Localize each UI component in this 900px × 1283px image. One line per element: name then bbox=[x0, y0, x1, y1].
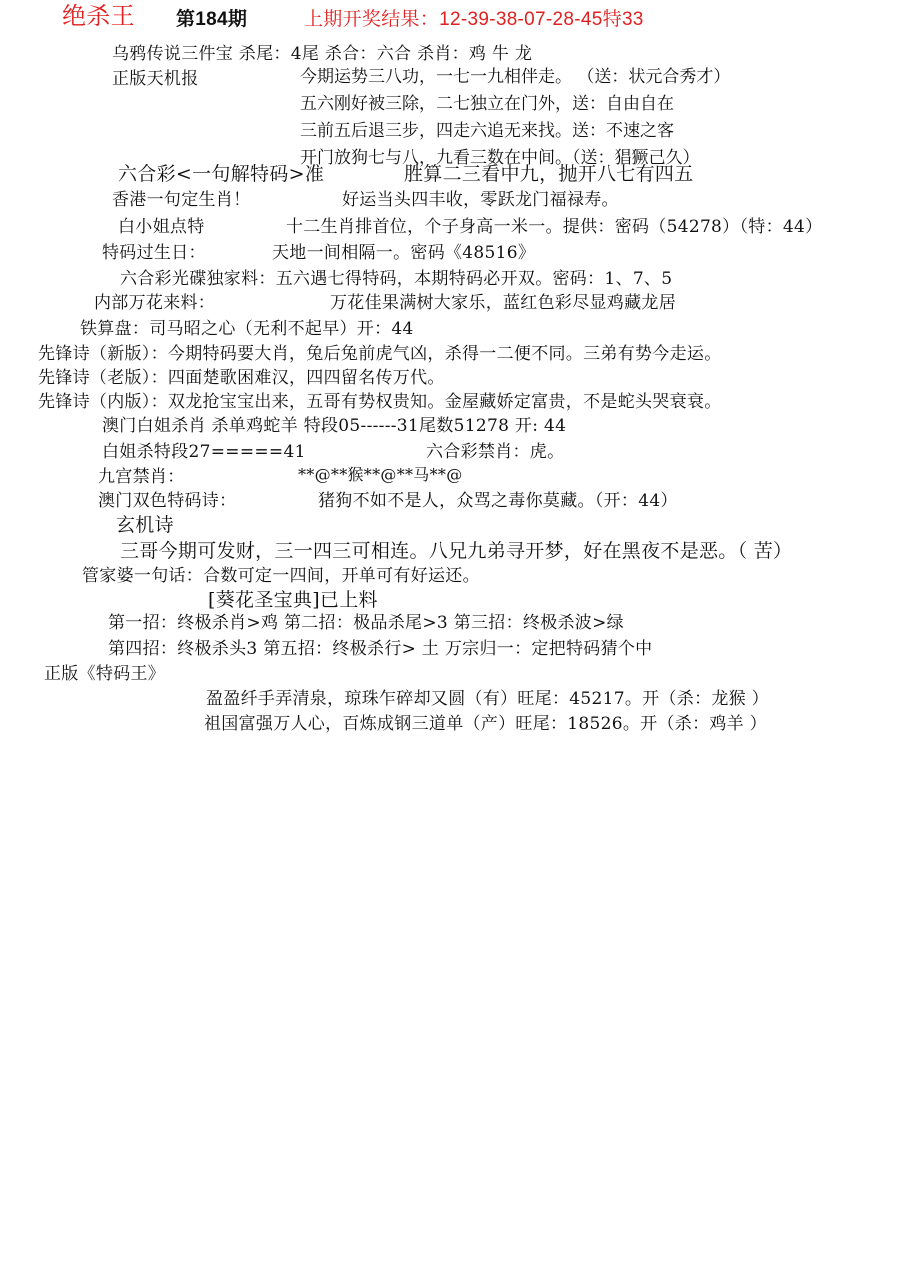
macau-poem-label: 澳门双色特码诗： bbox=[98, 491, 237, 511]
last-result: 上期开奖结果：12-39-38-07-28-45特33 bbox=[304, 9, 644, 30]
disc-line: 六合彩光碟独家料：五六遇七得特码，本期特码必开双。密码：1、7、5 bbox=[120, 269, 673, 289]
guo-text: 天地一间相隔一。密码《48516》 bbox=[272, 243, 536, 263]
hk-text: 好运当头四丰收，零跃龙门福禄寿。 bbox=[342, 190, 619, 210]
lhc-ban: 六合彩禁肖：虎。 bbox=[426, 442, 565, 462]
white-text: 十二生肖排首位，个子身高一米一。提供：密码（54278）（特：44） bbox=[286, 217, 823, 237]
yiju-text: 胜算二三看中九，抛开八七有四五 bbox=[404, 163, 694, 185]
tianji-poem-line: 今期运势三八功，一七一九相伴走。 （送：状元合秀才） bbox=[300, 67, 731, 87]
zhao-line-2: 第四招：终极杀头3 第五招：终极杀行> 土 万宗归一：定把特码猜个中 bbox=[108, 639, 653, 659]
wuya-line: 乌鸦传说三件宝 杀尾：4尾 杀合：六合 杀肖：鸡 牛 龙 bbox=[112, 44, 533, 64]
jiugong-label: 九宫禁肖： bbox=[98, 467, 185, 487]
tianji-label: 正版天机报 bbox=[112, 69, 199, 89]
yiju-label: 六合彩<一句解特码>准 bbox=[118, 163, 325, 185]
brand-title: 绝杀王 bbox=[62, 2, 135, 30]
xianfeng-new: 先锋诗（新版）：今期特码要大肖，兔后兔前虎气凶，杀得一二便不同。三弟有势今走运。 bbox=[38, 344, 722, 364]
tianji-poem-line: 开门放狗七与八，九看三数在中间。（送：猖獗己久） bbox=[300, 148, 700, 168]
tema-label: 正版《特码王》 bbox=[44, 664, 166, 684]
guanjia-line: 管家婆一句话：合数可定一四间，开单可有好运还。 bbox=[82, 566, 480, 586]
wanhua-label: 内部万花来料： bbox=[94, 293, 216, 313]
zhao-line-1: 第一招：终极杀肖>鸡 第二招：极品杀尾>3 第三招：终极杀波>绿 bbox=[108, 613, 624, 633]
tiesuan-line: 铁算盘：司马昭之心（无利不起早）开：44 bbox=[80, 319, 414, 339]
tianji-poem bbox=[300, 64, 730, 172]
jiugong-text: **@**猴**@**马**@ bbox=[298, 465, 463, 484]
tema-line-2: 祖国富强万人心，百炼成钢三道单（产）旺尾：18526。开（杀：鸡羊 ） bbox=[204, 714, 767, 734]
tema-line-1: 盈盈纤手弄清泉，琼珠乍碎却又圆（有）旺尾：45217。开（杀：龙猴 ） bbox=[206, 689, 769, 709]
wanhua-text: 万花佳果满树大家乐，蓝红色彩尽显鸡藏龙居 bbox=[330, 293, 676, 313]
white-kill: 白姐杀特段27=====41 bbox=[102, 442, 306, 462]
white-label: 白小姐点特 bbox=[118, 217, 205, 237]
xuanji-label: 玄机诗 bbox=[116, 514, 174, 536]
macau-poem-text: 猪狗不如不是人，众骂之毒你莫藏。（开：44） bbox=[318, 491, 678, 511]
kuihua-title: [葵花圣宝典]已上料 bbox=[208, 589, 378, 611]
guo-label: 特码过生日： bbox=[102, 243, 206, 263]
xianfeng-old: 先锋诗（老版）：四面楚歌困难汉，四四留名传万代。 bbox=[38, 368, 445, 388]
tianji-poem-line: 五六刚好被三除，二七独立在门外，送：自由自在 bbox=[300, 94, 674, 114]
macau-white-line: 澳门白姐杀肖 杀单鸡蛇羊 特段05------31尾数51278 开: 44 bbox=[102, 416, 567, 436]
xuanji-text: 三哥今期可发财，三一四三可相连。八兄九弟寻开梦，好在黑夜不是恶。（ 苦） bbox=[120, 540, 793, 562]
issue-number: 第184期 bbox=[176, 9, 248, 30]
xianfeng-inner: 先锋诗（内版）：双龙抢宝宝出来，五哥有势权贵知。金屋藏娇定富贵，不是蛇头哭衰衰。 bbox=[38, 392, 722, 412]
tianji-poem-line: 三前五后退三步，四走六追无来找。送：不速之客 bbox=[300, 121, 674, 141]
hk-label: 香港一句定生肖！ bbox=[112, 190, 251, 210]
